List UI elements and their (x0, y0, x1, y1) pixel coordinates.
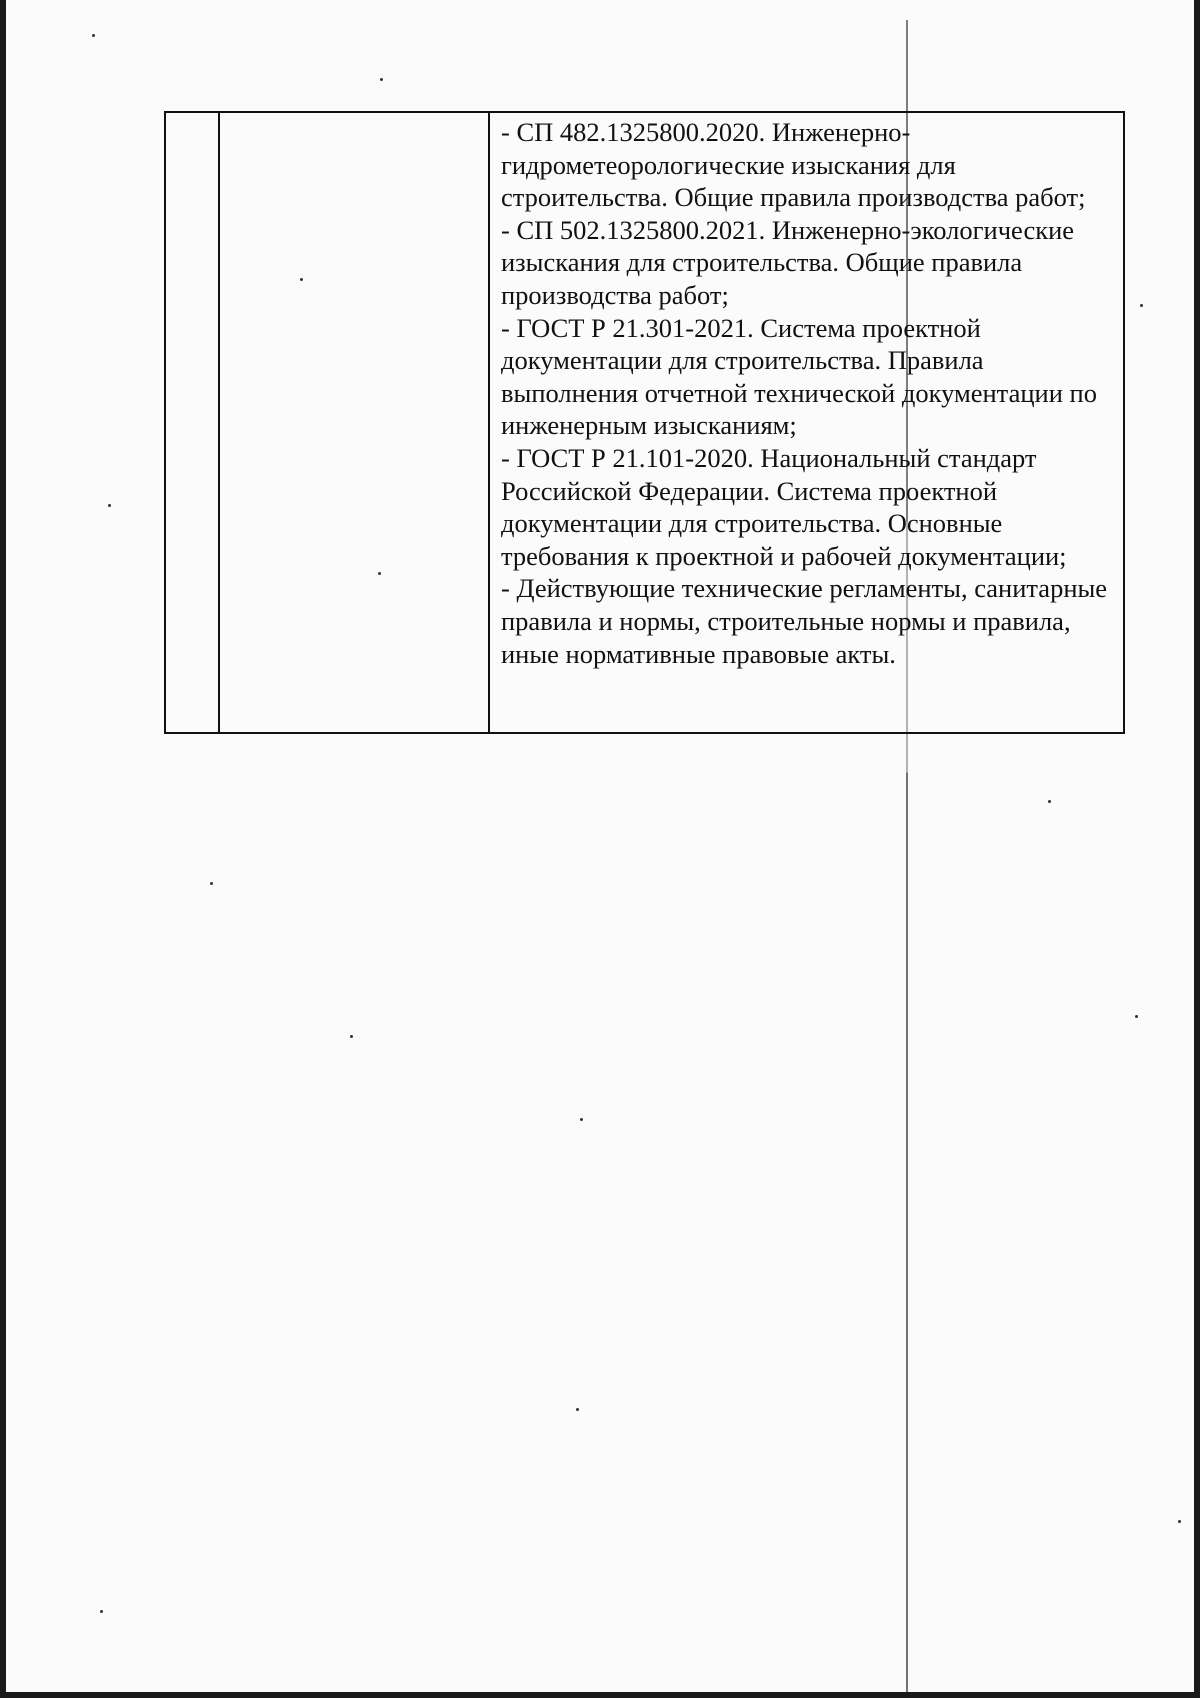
scan-edge-right (1194, 0, 1200, 1698)
scan-speck (92, 34, 95, 37)
scan-speck (576, 1408, 579, 1411)
scan-speck (100, 1610, 103, 1613)
requirements-table (164, 111, 1125, 734)
scan-edge-bottom (0, 1692, 1200, 1698)
scan-edge-left (0, 0, 6, 1698)
table-cell-normative-list (490, 113, 1123, 732)
table-cell-name (220, 113, 490, 732)
normative-item-gost-21-101: - ГОСТ Р 21.101-2020. Национальный стандарт Российской Федерации. Система проектной документации для строительства. Основные требования к проектной и рабочей документации; (501, 442, 1067, 571)
scan-speck (108, 504, 111, 507)
normative-item-sp-502: - СП 502.1325800.2021. Инженерно-экологические изыскания для строительства. Общие правила производства работ; (501, 214, 1075, 310)
scan-speck (350, 1035, 353, 1038)
normative-item-regulations: - Действующие технические регламенты, санитарные правила и нормы, строительные нормы и правила, иные нормативные правовые акты. (501, 573, 1108, 669)
normative-item-sp-482: - СП 482.1325800.2020. Инженерно-гидрометеорологические изыскания для строительства. Общие правила производства работ; (501, 117, 1086, 213)
scan-speck (1135, 1015, 1138, 1018)
scan-speck (1048, 800, 1051, 803)
scan-speck (1178, 1520, 1181, 1523)
scan-speck (1140, 304, 1143, 307)
scan-speck (580, 1118, 583, 1121)
normative-item-gost-21-301: - ГОСТ Р 21.301-2021. Система проектной документации для строительства. Правила выполнения отчетной технической документации по инженерным изысканиям; (501, 312, 1097, 441)
scan-speck (210, 882, 213, 885)
scan-speck (380, 78, 383, 81)
table-cell-number (166, 113, 220, 732)
